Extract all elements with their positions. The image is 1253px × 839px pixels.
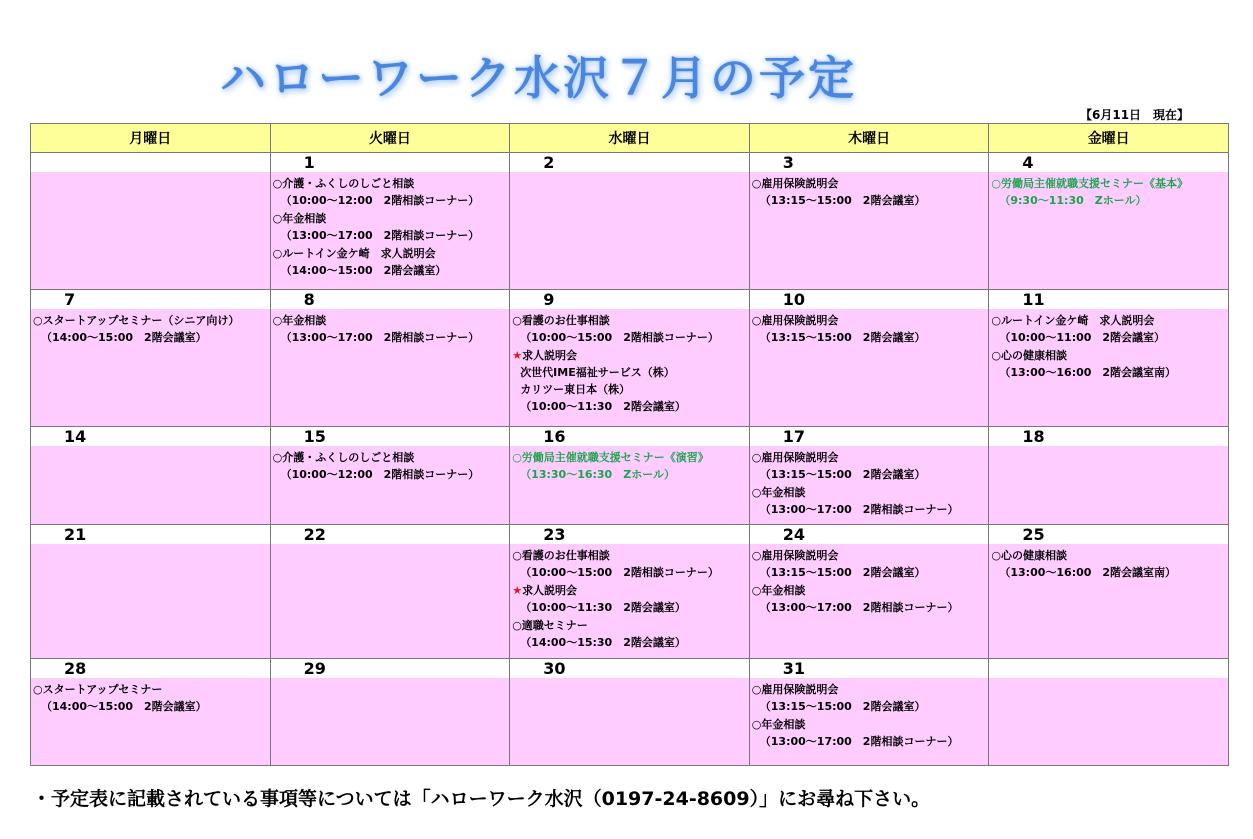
event-detail bbox=[750, 503, 989, 516]
event-title bbox=[750, 486, 989, 499]
event-detail bbox=[750, 735, 989, 748]
day-events-cell bbox=[270, 309, 510, 427]
event-title bbox=[750, 683, 989, 696]
week-date-row bbox=[31, 427, 1229, 447]
day-events-cell bbox=[989, 446, 1229, 525]
event-title bbox=[750, 451, 989, 464]
day-number: 17 bbox=[749, 427, 989, 447]
event-text: ○年金相談 bbox=[751, 718, 806, 731]
event-title bbox=[271, 314, 510, 327]
day-events-cell bbox=[749, 544, 989, 659]
event-title bbox=[750, 549, 989, 562]
event-title bbox=[989, 314, 1228, 327]
event-text: ○雇用保険説明会 bbox=[751, 451, 839, 464]
event-text: （13:15～15:00 2階会議室） bbox=[759, 566, 926, 579]
event-text: ○看護のお仕事相談 bbox=[512, 549, 610, 562]
event-text: （10:00～11:30 2階会議室） bbox=[520, 601, 686, 614]
event-text: （14:00～15:00 2階会議室） bbox=[41, 700, 207, 713]
event-text: （13:15～15:00 2階会議室） bbox=[759, 700, 926, 713]
weekday-header-row bbox=[31, 124, 1229, 153]
weekday-monday: 月曜日 bbox=[31, 124, 271, 153]
day-events-cell bbox=[31, 172, 271, 290]
event-title bbox=[271, 451, 510, 464]
event-text: ○スタートアップセミナー（シニア向け） bbox=[33, 314, 240, 327]
day-events-cell bbox=[749, 172, 989, 290]
event-detail bbox=[271, 264, 510, 277]
day-events-cell bbox=[31, 309, 271, 427]
day-number: 18 bbox=[989, 427, 1229, 447]
day-events-cell bbox=[31, 544, 271, 659]
day-events-cell bbox=[31, 678, 271, 766]
event-text: ○年金相談 bbox=[751, 486, 806, 499]
event-text: ○雇用保険説明会 bbox=[751, 177, 839, 190]
day-number: 9 bbox=[510, 290, 750, 310]
event-text: （13:15～15:00 2階会議室） bbox=[759, 331, 926, 344]
event-text: ○年金相談 bbox=[272, 212, 327, 225]
weekday-wednesday: 水曜日 bbox=[510, 124, 750, 153]
weekday-friday: 金曜日 bbox=[989, 124, 1229, 153]
event-detail bbox=[271, 331, 510, 344]
event-text: ○労働局主催就職支援セミナー《演習》 bbox=[512, 451, 709, 464]
event-title bbox=[750, 314, 989, 327]
day-events-cell bbox=[989, 678, 1229, 766]
event-text: ○介護・ふくしのしごと相談 bbox=[272, 177, 415, 190]
event-text: （13:15～15:00 2階会議室） bbox=[759, 468, 926, 481]
day-number: 2 bbox=[510, 153, 750, 173]
day-events-cell bbox=[270, 172, 510, 290]
event-title bbox=[510, 314, 749, 327]
event-text: カリツー東日本（株） bbox=[520, 383, 631, 396]
event-text: ○心の健康相談 bbox=[991, 549, 1067, 562]
event-detail bbox=[750, 601, 989, 614]
event-title bbox=[989, 349, 1228, 362]
day-events-cell bbox=[270, 678, 510, 766]
day-number: 25 bbox=[989, 525, 1229, 545]
event-detail bbox=[510, 400, 749, 413]
page-title: ハローワーク水沢７月の予定 bbox=[220, 51, 857, 105]
event-text: ○ルートイン金ケ崎 求人説明会 bbox=[272, 247, 436, 260]
day-events-cell bbox=[510, 172, 750, 290]
event-text: ○介護・ふくしのしごと相談 bbox=[272, 451, 415, 464]
day-events-cell bbox=[749, 678, 989, 766]
week-date-row bbox=[31, 525, 1229, 545]
day-number: 22 bbox=[270, 525, 510, 545]
event-text: （10:00～15:00 2階相談コーナー） bbox=[520, 566, 719, 579]
day-events-cell bbox=[270, 544, 510, 659]
event-detail bbox=[750, 566, 989, 579]
event-text: （13:00～17:00 2階相談コーナー） bbox=[280, 229, 480, 242]
day-number: 14 bbox=[31, 427, 271, 447]
event-text: ○心の健康相談 bbox=[991, 349, 1067, 362]
day-events-cell bbox=[989, 309, 1229, 427]
event-detail bbox=[271, 468, 510, 481]
day-number: 11 bbox=[989, 290, 1229, 310]
event-text: （13:15～15:00 2階会議室） bbox=[759, 194, 926, 207]
event-text: ○雇用保険説明会 bbox=[751, 314, 839, 327]
day-number: 21 bbox=[31, 525, 271, 545]
event-title bbox=[510, 349, 749, 362]
event-text: ○スタートアップセミナー bbox=[33, 683, 163, 696]
event-text: （10:00～15:00 2階相談コーナー） bbox=[520, 331, 719, 344]
week-date-row bbox=[31, 290, 1229, 310]
day-events-cell bbox=[510, 309, 750, 427]
event-title bbox=[510, 619, 749, 632]
week-events-row bbox=[31, 172, 1229, 290]
event-text: 求人説明会 bbox=[522, 349, 578, 362]
day-events-cell bbox=[510, 678, 750, 766]
day-number: 8 bbox=[270, 290, 510, 310]
week-date-row bbox=[31, 659, 1229, 679]
event-text: （13:00～16:00 2階会議室南） bbox=[999, 566, 1177, 579]
event-title bbox=[31, 314, 270, 327]
day-number: 30 bbox=[510, 659, 750, 679]
day-number: 29 bbox=[270, 659, 510, 679]
day-events-cell bbox=[989, 172, 1229, 290]
week-events-row bbox=[31, 446, 1229, 525]
day-events-cell bbox=[749, 446, 989, 525]
event-detail bbox=[989, 194, 1228, 207]
day-events-cell bbox=[510, 446, 750, 525]
event-text: （13:00～16:00 2階会議室南） bbox=[999, 366, 1177, 379]
day-events-cell bbox=[31, 446, 271, 525]
event-text: （14:00～15:30 2階会議室） bbox=[520, 636, 686, 649]
day-number: 15 bbox=[270, 427, 510, 447]
event-detail bbox=[510, 331, 749, 344]
event-detail bbox=[989, 566, 1228, 579]
event-text: ○雇用保険説明会 bbox=[751, 549, 839, 562]
day-number: 28 bbox=[31, 659, 271, 679]
event-title bbox=[989, 177, 1228, 190]
event-text: （10:00～12:00 2階相談コーナー） bbox=[280, 468, 480, 481]
day-events-cell bbox=[989, 544, 1229, 659]
event-title bbox=[271, 247, 510, 260]
star-icon: ★ bbox=[512, 349, 523, 362]
event-detail bbox=[989, 331, 1228, 344]
week-events-row bbox=[31, 678, 1229, 766]
event-detail bbox=[750, 700, 989, 713]
star-icon: ★ bbox=[512, 584, 523, 597]
event-text: ○看護のお仕事相談 bbox=[512, 314, 610, 327]
event-text: （10:00～11:30 2階会議室） bbox=[520, 400, 686, 413]
event-text: ○適職セミナー bbox=[512, 619, 588, 632]
event-text: （14:00～15:00 2階会議室） bbox=[280, 264, 447, 277]
event-detail bbox=[510, 636, 749, 649]
event-title bbox=[271, 177, 510, 190]
day-number: 23 bbox=[510, 525, 750, 545]
event-title bbox=[510, 451, 749, 464]
event-detail bbox=[271, 229, 510, 242]
event-detail bbox=[31, 700, 270, 713]
event-detail bbox=[510, 566, 749, 579]
event-detail bbox=[750, 194, 989, 207]
footnote: ・予定表に記載されている事項等については「ハローワーク水沢（0197-24-8609）」にお尋ね下さい。 bbox=[32, 788, 931, 810]
day-number: 4 bbox=[989, 153, 1229, 173]
as-of-date: 【6月11日 現在】 bbox=[1080, 108, 1190, 122]
week-events-row bbox=[31, 309, 1229, 427]
event-text: （13:00～17:00 2階相談コーナー） bbox=[280, 331, 480, 344]
event-text: （13:00～17:00 2階相談コーナー） bbox=[759, 503, 959, 516]
event-title bbox=[31, 683, 270, 696]
event-title bbox=[989, 549, 1228, 562]
week-events-row bbox=[31, 544, 1229, 659]
event-detail bbox=[31, 331, 270, 344]
schedule-calendar bbox=[30, 123, 1229, 766]
event-text: ○年金相談 bbox=[272, 314, 327, 327]
event-title bbox=[750, 718, 989, 731]
event-text: 次世代IME福祉サービス（株） bbox=[520, 366, 675, 379]
weekday-tuesday: 火曜日 bbox=[270, 124, 510, 153]
event-text: （13:00～17:00 2階相談コーナー） bbox=[759, 601, 959, 614]
day-number: 16 bbox=[510, 427, 750, 447]
day-number: 31 bbox=[749, 659, 989, 679]
event-title bbox=[750, 584, 989, 597]
day-number bbox=[31, 153, 271, 173]
event-title bbox=[510, 549, 749, 562]
day-number: 3 bbox=[749, 153, 989, 173]
event-detail bbox=[989, 366, 1228, 379]
day-number bbox=[989, 659, 1229, 679]
event-text: （9:30～11:30 Zホール） bbox=[999, 194, 1147, 207]
event-detail bbox=[750, 331, 989, 344]
event-title bbox=[510, 584, 749, 597]
day-number: 7 bbox=[31, 290, 271, 310]
event-text: ○年金相談 bbox=[751, 584, 806, 597]
event-detail bbox=[510, 468, 749, 481]
event-text: ○労働局主催就職支援セミナー《基本》 bbox=[991, 177, 1188, 190]
event-detail bbox=[510, 601, 749, 614]
day-events-cell bbox=[510, 544, 750, 659]
event-text: （13:00～17:00 2階相談コーナー） bbox=[759, 735, 959, 748]
day-events-cell bbox=[749, 309, 989, 427]
event-detail bbox=[510, 366, 749, 379]
day-number: 10 bbox=[749, 290, 989, 310]
weekday-thursday: 木曜日 bbox=[749, 124, 989, 153]
event-title bbox=[271, 212, 510, 225]
day-number: 24 bbox=[749, 525, 989, 545]
event-detail bbox=[510, 383, 749, 396]
event-detail bbox=[750, 468, 989, 481]
event-text: ○雇用保険説明会 bbox=[751, 683, 839, 696]
calendar-body bbox=[31, 153, 1229, 766]
event-text: 求人説明会 bbox=[522, 584, 578, 597]
day-events-cell bbox=[270, 446, 510, 525]
event-text: （10:00～12:00 2階相談コーナー） bbox=[280, 194, 480, 207]
event-text: （14:00～15:00 2階会議室） bbox=[41, 331, 207, 344]
event-text: （13:30～16:30 Zホール） bbox=[520, 468, 675, 481]
week-date-row bbox=[31, 153, 1229, 173]
day-number: 1 bbox=[270, 153, 510, 173]
event-title bbox=[750, 177, 989, 190]
event-text: ○ルートイン金ケ崎 求人説明会 bbox=[991, 314, 1155, 327]
event-text: （10:00～11:00 2階会議室） bbox=[999, 331, 1166, 344]
event-detail bbox=[271, 194, 510, 207]
